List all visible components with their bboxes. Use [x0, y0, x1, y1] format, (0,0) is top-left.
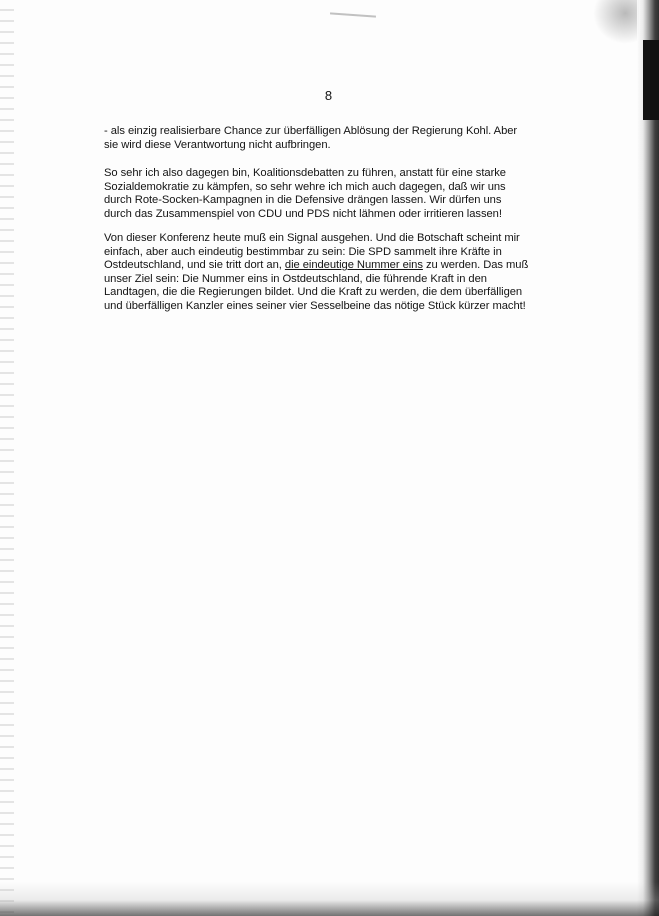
text-line: durch Rote-Socken-Kampagnen in die Defensive drängen lassen. Wir dürfen uns — [104, 194, 502, 207]
scan-smudge — [593, 0, 639, 44]
text-line: und überfälligen Kanzler eines seiner vier Sesselbeine das nötige Stück kürzer macht! — [104, 299, 526, 312]
text-line: unser Ziel sein: Die Nummer eins in Ostdeutschland, die führende Kraft in den — [104, 272, 487, 285]
text-line-with-underline — [104, 259, 554, 273]
paragraph-2 — [104, 167, 554, 221]
scan-left-edge — [0, 0, 14, 916]
text-line: So sehr ich also dagegen bin, Koalitionsdebatten zu führen, anstatt für eine starke — [104, 167, 506, 179]
text-line: einfach, aber auch eindeutig bestimmbar zu sein: Die SPD sammelt ihre Kräfte in — [104, 245, 502, 258]
underlined-phrase: die eindeutige Nummer eins — [284, 259, 423, 272]
scan-bottom-edge — [0, 882, 659, 916]
text-segment: Ostdeutschland, und sie tritt dort an, — [104, 259, 285, 272]
page-number — [0, 88, 659, 103]
text-segment: zu werden. Das muß — [422, 259, 529, 272]
scan-mark — [330, 12, 376, 17]
text-line: Von dieser Konferenz heute muß ein Signal ausgehen. Und die Botschaft scheint mir — [104, 232, 520, 244]
text-line: Sozialdemokratie zu kämpfen, so sehr wehre ich mich auch dagegen, daß wir uns — [104, 180, 506, 193]
text-line: Landtagen, die die Regierungen bildet. Und die Kraft zu werden, die dem überfälligen — [104, 286, 523, 299]
text-line: - als einzig realisierbare Chance zur überfälligen Ablösung der Regierung Kohl. Aber — [104, 125, 518, 137]
text-line: durch das Zusammenspiel von CDU und PDS nicht lähmen oder irritieren lassen! — [104, 207, 502, 220]
text-line: sie wird diese Verantwortung nicht aufbringen. — [104, 138, 331, 151]
paragraph-3 — [104, 232, 554, 314]
scan-right-edge — [637, 0, 659, 916]
page-number-text: 8 — [324, 88, 333, 103]
paragraph-1 — [104, 125, 554, 152]
scan-right-shadow — [643, 40, 659, 120]
